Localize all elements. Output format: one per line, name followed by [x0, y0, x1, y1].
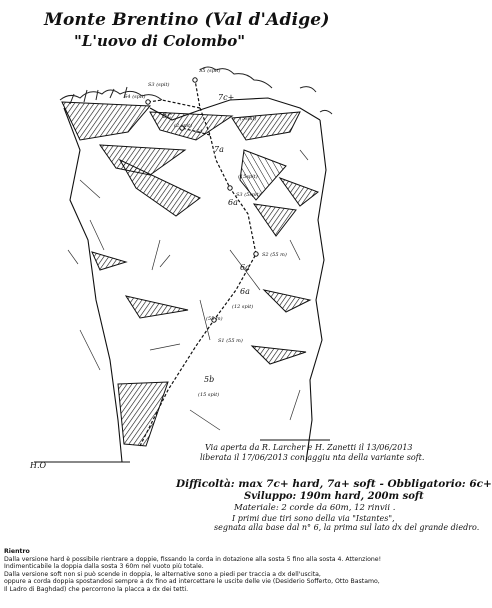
difficulty-text: Difficoltà: max 7c+ hard, 7a+ soft - Obbligatorio: 6c+ [176, 478, 492, 490]
belay-label: S2 (55 m) [262, 252, 287, 258]
pitch-grade: 6a [240, 287, 250, 296]
route-topo-drawing [0, 48, 430, 476]
pitch-grade: 6a [240, 263, 250, 272]
pitch-grade: 5b [204, 375, 215, 384]
pitch-grade: 7c+ [218, 93, 235, 102]
belay-label: S3 (spit) [148, 82, 170, 88]
first-pitches-note-continued: segnata alla base dal n° 6, la prima sul lato dx del grande diedro. [214, 523, 480, 532]
descent-section [4, 548, 428, 594]
first-free-ascent-text: liberata il 17/06/2013 con aggiu nta della variante soft. [200, 453, 425, 462]
descent-heading: Rientro [4, 548, 30, 555]
first-ascent-text: Via aperta da R. Larcher e H. Zanetti il 13/06/2013 [205, 443, 413, 452]
overhang-roofs [62, 102, 318, 446]
belay-label: S4 (spit) [124, 94, 146, 100]
descent-line: Dalla versione soft non si può scende in doppia, le alternative sono a piedi per traccia a dx dell'uscita, [4, 570, 321, 578]
first-pitches-note: I primi due tiri sono della via "Istantes", [232, 514, 395, 523]
descent-line: Indimenticabile la doppia dalla sosta 3 60m nel vuoto più totale. [4, 563, 204, 571]
belay-label: S1 (55 m) [218, 338, 243, 344]
descent-line: Dalla versione hard è possibile rientrare a doppie, fissando la corda in dotazione alla sosta 5 fino alla sosta 4. Attenzione! [4, 555, 382, 563]
route-length-text: Sviluppo: 190m hard, 200m soft [244, 491, 424, 502]
materials-text: Materiale: 2 corde da 60m, 12 rinvii . [234, 503, 396, 513]
descent-line: oppure a corda doppia spostandosi sempre a dx fino ad intercettare le uscite delle vie (Desiderio Sofferto, Otto Bastamo, [4, 578, 380, 586]
spit-note: (5spit) [240, 116, 257, 122]
belay-label: (15 spit) [198, 392, 220, 398]
belay-label: (12 spit) [232, 304, 254, 310]
pitch-grade: 6a [228, 198, 238, 207]
pitch-grade: 7a [214, 145, 224, 154]
belay-label: S4 [196, 129, 203, 135]
length-note: (55 m) [206, 316, 223, 322]
belay-label: S3 (5spit) [236, 192, 261, 198]
page-title: Monte Brentino (Val d'Adige) [44, 10, 330, 30]
belay-label: (15spit) [238, 174, 258, 180]
artist-signature: H.O [30, 461, 47, 470]
descent-line: Il Ladro di Baghdad) che percorrono la placca a dx dei tetti. [4, 585, 189, 593]
route-name: "L'uovo di Colombo" [74, 32, 246, 50]
belay-label: (2 spit) [174, 123, 193, 129]
belay-label: S5 (spit) [199, 68, 221, 74]
pitch-grade: 6c [162, 111, 172, 120]
